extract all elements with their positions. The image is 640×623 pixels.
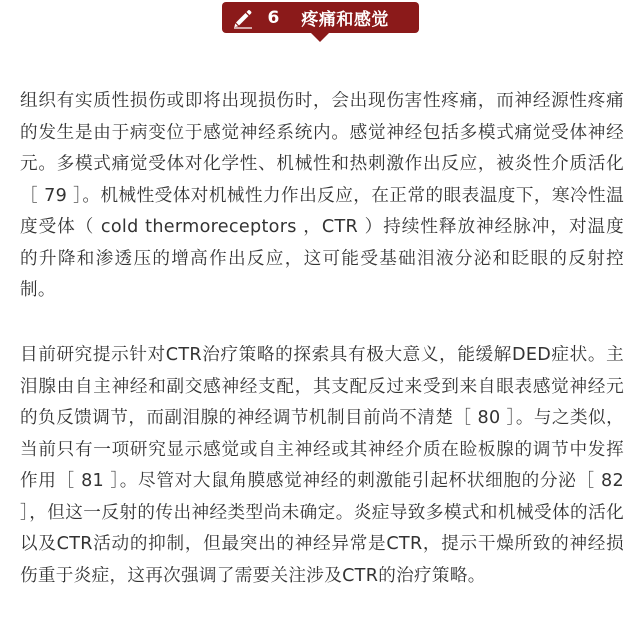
section-number: 6 — [267, 7, 280, 28]
body-paragraph: 组织有实质性损伤或即将出现损伤时，会出现伤害性疼痛，而神经源性疼痛的发生是由于病变位于感觉神经系统内。感觉神经包括多模式痛觉受体神经元。多模式痛觉受体对化学性、机械性和热刺激作出反应，被炎性介质活化［ 79 ］。机械性受体对机械性力作出反应，在正常的眼表温度下，寒冷性温度受体（ cold thermoreceptors ，CTR ）持续性释放神经脉冲，对温度的升降和渗透压的增高作出反应，这可能受基础泪液分泌和眨眼的反射控制。 — [20, 91, 624, 300]
section-title: 疼痛和感觉 — [301, 10, 389, 30]
section-badge — [222, 2, 419, 33]
section-header — [0, 2, 640, 48]
body-paragraph: 目前研究提示针对CTR治疗策略的探索具有极大意义，能缓解DED症状。主泪腺由自主神经和副交感神经支配，其支配反过来受到来自眼表感觉神经元的负反馈调节，而副泪腺的神经调节机制目前尚不清楚［ 80 ］。与之类似，当前只有一项研究显示感觉或自主神经或其神经介质在睑板腺的调节中发挥作用［ 81 ］。尽管对大鼠角膜感觉神经的刺激能引起杯状细胞的分泌［ 82 ］，但这一反射的传出神经类型尚未确定。炎症导致多模式和机械受体的活化以及CTR活动的抑制，但最突出的神经异常是CTR，提示干燥所致的神经损伤重于炎症，这再次强调了需要关注涉及CTR的治疗策略。 — [20, 345, 624, 586]
pencil-icon — [232, 7, 254, 29]
